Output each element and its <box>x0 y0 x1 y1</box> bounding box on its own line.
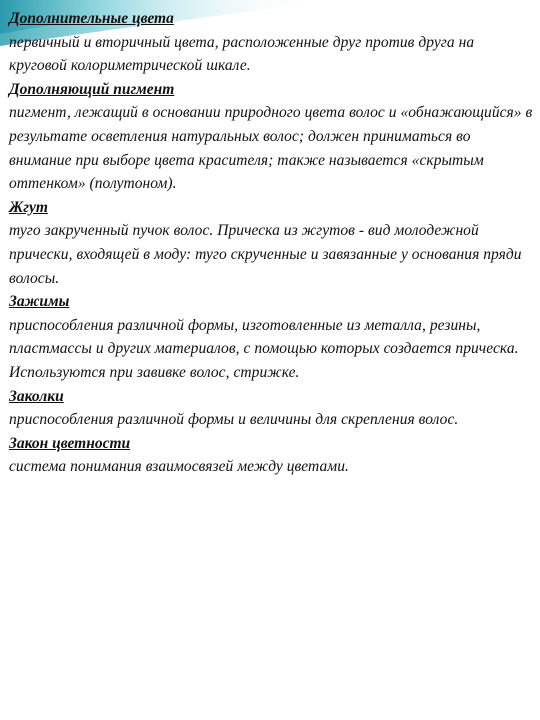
glossary-term: Жгут <box>9 198 48 216</box>
glossary-term: Дополнительные цвета <box>9 10 174 27</box>
glossary-entry <box>9 385 534 432</box>
glossary-entry <box>9 290 534 384</box>
glossary-section <box>9 7 534 479</box>
glossary-term: Заколки <box>9 387 64 405</box>
glossary-entry <box>9 78 534 196</box>
glossary-term: Дополняющий пигмент <box>9 80 175 98</box>
glossary-definition: туго закрученный пучок волос. Прическа из жгутов - вид молодежной прически, входящей в моду: туго скрученные и завязанные у основания пряди волосы. <box>9 222 522 287</box>
glossary-term: Зажимы <box>9 293 70 311</box>
glossary-definition: пигмент, лежащий в основании природного цвета волос и «обнажающийся» в результате осветления натуральных волос; должен приниматься во внимание при выборе цвета красителя; также называется «скрытым оттенком» (полутоном). <box>9 104 533 193</box>
glossary-definition: система понимания взаимосвязей между цветами. <box>9 458 349 476</box>
glossary-entry <box>9 7 534 78</box>
glossary-term: Закон цветности <box>9 434 131 452</box>
glossary-entry <box>9 432 534 479</box>
glossary-definition: первичный и вторичный цвета, расположенные друг против друга на круговой колориметрической шкале. <box>9 33 475 75</box>
glossary-definition: приспособления различной формы, изготовленные из металла, резины, пластмассы и других материалов, с помощью которых создается прическа. Используются при завивке волос, стрижке. <box>9 316 519 381</box>
glossary-entry <box>9 196 534 290</box>
glossary-definition: приспособления различной формы и величины для скрепления волос. <box>9 411 459 429</box>
